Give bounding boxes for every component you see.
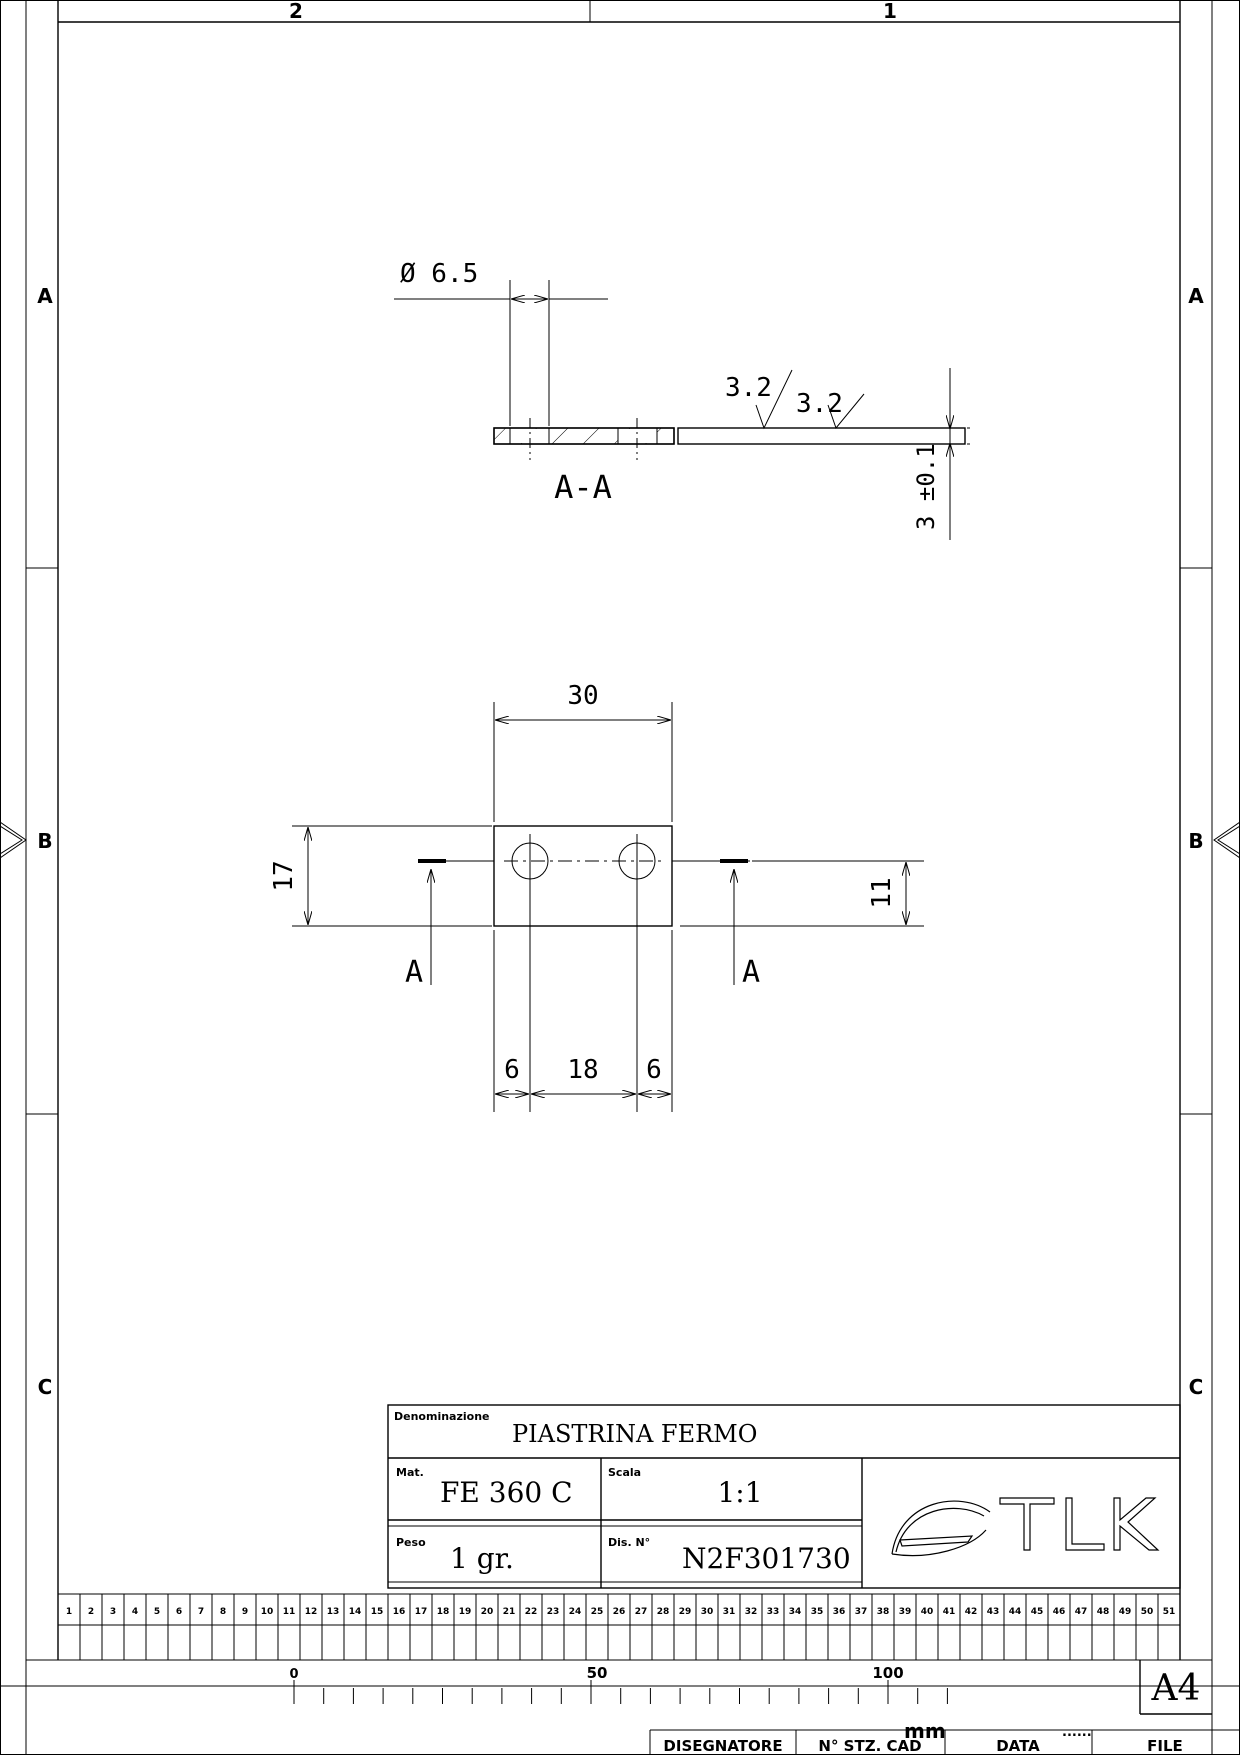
- revision-number: 31: [722, 1607, 736, 1617]
- paper-format: A4: [1151, 1668, 1201, 1709]
- revision-number: 7: [197, 1607, 205, 1617]
- drawing-number-label: Dis. N°: [608, 1536, 651, 1549]
- roughness-value-1: 3.2: [725, 373, 772, 403]
- revision-number: 23: [546, 1607, 560, 1617]
- left-edge-dimension: 6: [504, 1055, 520, 1085]
- revision-number: 27: [634, 1607, 648, 1617]
- scale-bar: [26, 1680, 1140, 1704]
- revision-number: 15: [370, 1607, 384, 1617]
- revision-number: 30: [700, 1607, 714, 1617]
- part-name: PIASTRINA FERMO: [512, 1420, 758, 1448]
- revision-number: 39: [898, 1607, 912, 1617]
- revision-number: 13: [326, 1607, 340, 1617]
- revision-number: 36: [832, 1607, 846, 1617]
- revision-number: 18: [436, 1607, 450, 1617]
- revision-number: 9: [241, 1607, 249, 1617]
- revision-number: 25: [590, 1607, 604, 1617]
- width-dimension: 30: [567, 681, 599, 711]
- revision-number: 33: [766, 1607, 780, 1617]
- revision-number: 4: [131, 1607, 139, 1617]
- thickness-dimension: 3 ±0.1: [912, 443, 940, 530]
- row-label-a-left: A: [37, 284, 53, 308]
- footer-file: FILE: [1147, 1737, 1183, 1755]
- cut-label-right: A: [741, 955, 761, 990]
- revision-number: 26: [612, 1607, 626, 1617]
- revision-number: 35: [810, 1607, 824, 1617]
- revision-number: 41: [942, 1607, 956, 1617]
- revision-grid: [58, 1594, 1180, 1660]
- column-label-1: 1: [883, 0, 897, 23]
- revision-number: 6: [175, 1607, 183, 1617]
- height-dimension: 17: [269, 860, 299, 892]
- revision-number: 20: [480, 1607, 494, 1617]
- row-label-a-right: A: [1188, 284, 1204, 308]
- revision-number: 48: [1096, 1607, 1110, 1617]
- revision-number: 24: [568, 1607, 582, 1617]
- revision-number: 11: [282, 1607, 296, 1617]
- row-label-c-left: C: [37, 1375, 53, 1399]
- weight-label: Peso: [396, 1536, 426, 1549]
- revision-number: 42: [964, 1607, 978, 1617]
- revision-number: 32: [744, 1607, 758, 1617]
- scale-fifty: 50: [586, 1664, 608, 1682]
- revision-number: 14: [348, 1607, 362, 1617]
- revision-number: 46: [1052, 1607, 1066, 1617]
- scale-label: Scala: [608, 1466, 642, 1479]
- revision-number: 43: [986, 1607, 1000, 1617]
- footer-date: DATA: [996, 1737, 1040, 1755]
- revision-number: 47: [1074, 1607, 1088, 1617]
- plan-view: [292, 702, 924, 1112]
- hole-spacing-dimension: 18: [567, 1055, 599, 1085]
- revision-number: 1: [65, 1607, 73, 1617]
- revision-number: 40: [920, 1607, 934, 1617]
- revision-number: 3: [109, 1607, 117, 1617]
- scale-dots: ......: [1062, 1725, 1092, 1740]
- revision-number: 2: [87, 1607, 95, 1617]
- section-label: A-A: [554, 468, 612, 506]
- denominazione-label: Denominazione: [394, 1410, 490, 1423]
- revision-number: 22: [524, 1607, 538, 1617]
- cut-label-left: A: [404, 955, 424, 990]
- revision-number: 8: [219, 1607, 227, 1617]
- revision-number: 10: [260, 1607, 274, 1617]
- column-label-2: 2: [289, 0, 303, 23]
- row-label-b-left: B: [37, 829, 53, 853]
- revision-number: 49: [1118, 1607, 1132, 1617]
- hole-height-dimension: 11: [867, 877, 897, 909]
- hole-diameter-dimension: Ø 6.5: [400, 259, 479, 289]
- revision-number: 50: [1140, 1607, 1154, 1617]
- revision-number: 29: [678, 1607, 692, 1617]
- revision-number: 38: [876, 1607, 890, 1617]
- revision-cells: [66, 1594, 1175, 1660]
- roughness-value-2: 3.2: [796, 389, 843, 419]
- company-logo: [892, 1498, 1158, 1556]
- row-label-c-right: C: [1188, 1375, 1204, 1399]
- weight-value: 1 gr.: [450, 1542, 514, 1575]
- revision-number: 51: [1162, 1607, 1176, 1617]
- scale-unit: mm: [904, 1719, 946, 1743]
- revision-number: 21: [502, 1607, 516, 1617]
- revision-number: 37: [854, 1607, 868, 1617]
- material-value: FE 360 C: [440, 1476, 573, 1509]
- drawing-number-value: N2F301730: [682, 1542, 851, 1575]
- right-edge-dimension: 6: [646, 1055, 662, 1085]
- scale-zero: 0: [289, 1667, 299, 1682]
- section-view: [394, 280, 970, 540]
- footer-station: N° STZ. CAD: [818, 1737, 922, 1755]
- row-label-b-right: B: [1188, 829, 1204, 853]
- scale-hundred: 100: [872, 1664, 904, 1682]
- revision-number: 34: [788, 1607, 802, 1617]
- revision-number: 17: [414, 1607, 428, 1617]
- revision-number: 19: [458, 1607, 472, 1617]
- revision-number: 16: [392, 1607, 406, 1617]
- revision-number: 44: [1008, 1607, 1022, 1617]
- revision-number: 12: [304, 1607, 318, 1617]
- revision-number: 45: [1030, 1607, 1044, 1617]
- material-label: Mat.: [396, 1466, 424, 1479]
- revision-number: 28: [656, 1607, 670, 1617]
- footer-designer: DISEGNATORE: [663, 1737, 783, 1755]
- revision-number: 5: [153, 1607, 161, 1617]
- scale-value: 1:1: [717, 1476, 763, 1509]
